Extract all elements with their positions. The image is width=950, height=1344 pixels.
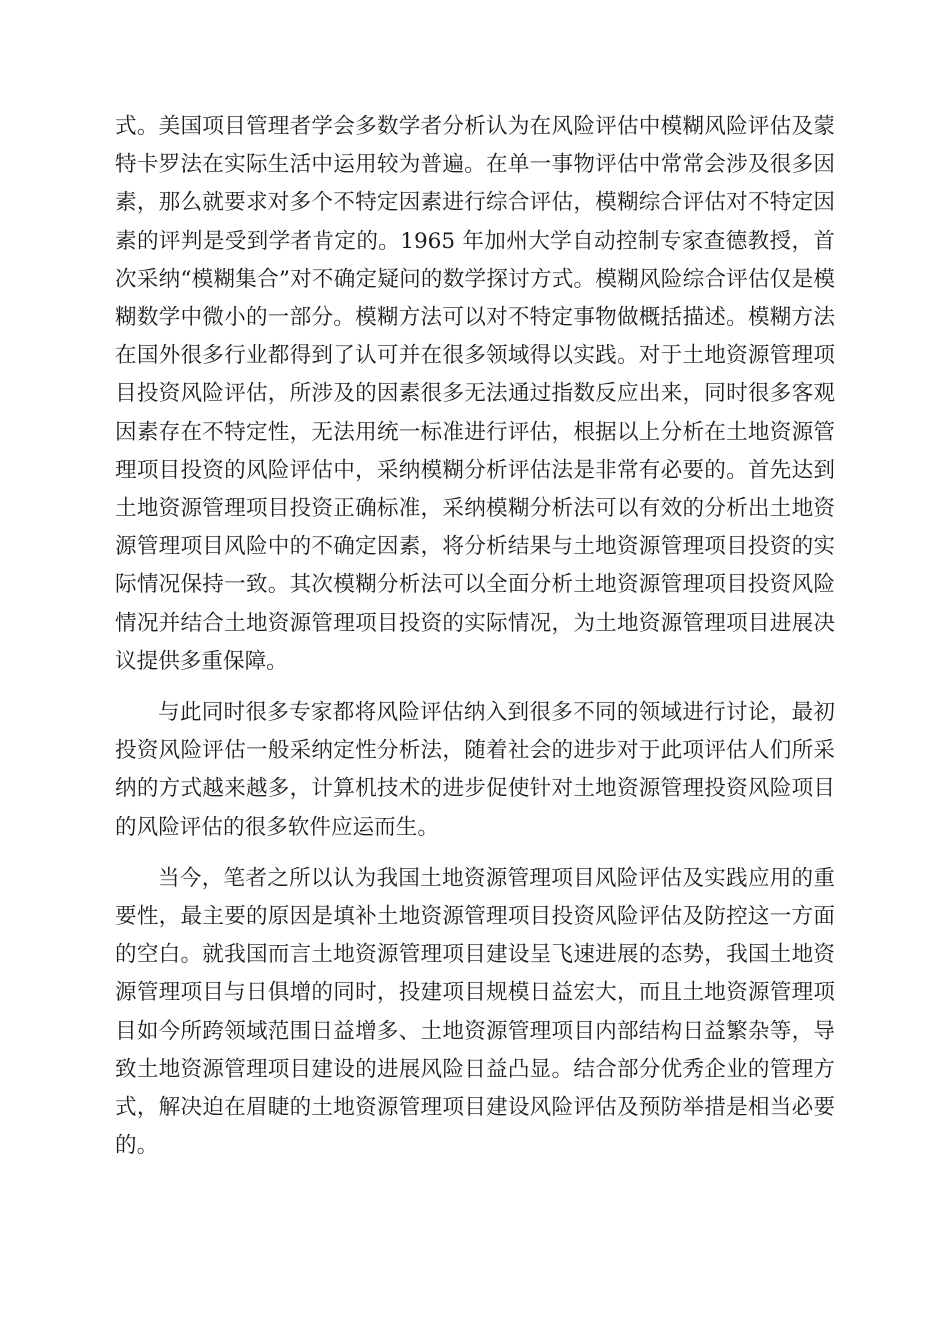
paragraph-1: 式。美国项目管理者学会多数学者分析认为在风险评估中模糊风险评估及蒙特卡罗法在实际生活中运用较为普遍。在单一事物评估中常常会涉及很多因素，那么就要求对多个不特定因素进行综合评估，模糊综合评估对不特定因素的评判是受到学者肯定的。1965 年加州大学自动控制专家查德教授，首次采纳“模糊集合”对不确定疑问的数学探讨方式。模糊风险综合评估仅是模糊数学中微小的一部分。模糊方法可以对不特定事物做概括描述。模糊方法在国外很多行业都得到了认可并在很多领域得以实践。对于土地资源管理项目投资风险评估，所涉及的因素很多无法通过指数反应出来，同时很多客观因素存在不特定性，无法用统一标准进行评估，根据以上分析在土地资源管理项目投资的风险评估中，采纳模糊分析评估法是非常有必要的。首先达到土地资源管理项目投资正确标准，采纳模糊分析法可以有效的分析出土地资源管理项目风险中的不确定因素，将分析结果与土地资源管理项目投资的实际情况保持一致。其次模糊分析法可以全面分析土地资源管理项目投资风险情况并结合土地资源管理项目投资的实际情况，为土地资源管理项目进展决议提供多重保障。 — [115, 114, 835, 674]
paragraph-2: 与此同时很多专家都将风险评估纳入到很多不同的领域进行讨论，最初投资风险评估一般采纳定性分析法，随着社会的进步对于此项评估人们所采纳的方式越来越多，计算机技术的进步促使针对土地资源管理投资风险项目的风险评估的很多软件应运而生。 — [115, 700, 835, 840]
document-body — [115, 108, 835, 1178]
paragraph-3: 当今，笔者之所以认为我国土地资源管理项目风险评估及实践应用的重要性，最主要的原因是填补土地资源管理项目投资风险评估及防控这一方面的空白。就我国而言土地资源管理项目建设呈飞速进展的态势，我国土地资源管理项目与日俱增的同时，投建项目规模日益宏大，而且土地资源管理项目如今所跨领域范围日益增多、土地资源管理项目内部结构日益繁杂等，导致土地资源管理项目建设的进展风险日益凸显。结合部分优秀企业的管理方式，解决迫在眉睫的土地资源管理项目建设风险评估及预防举措是相当必要的。 — [115, 865, 835, 1159]
